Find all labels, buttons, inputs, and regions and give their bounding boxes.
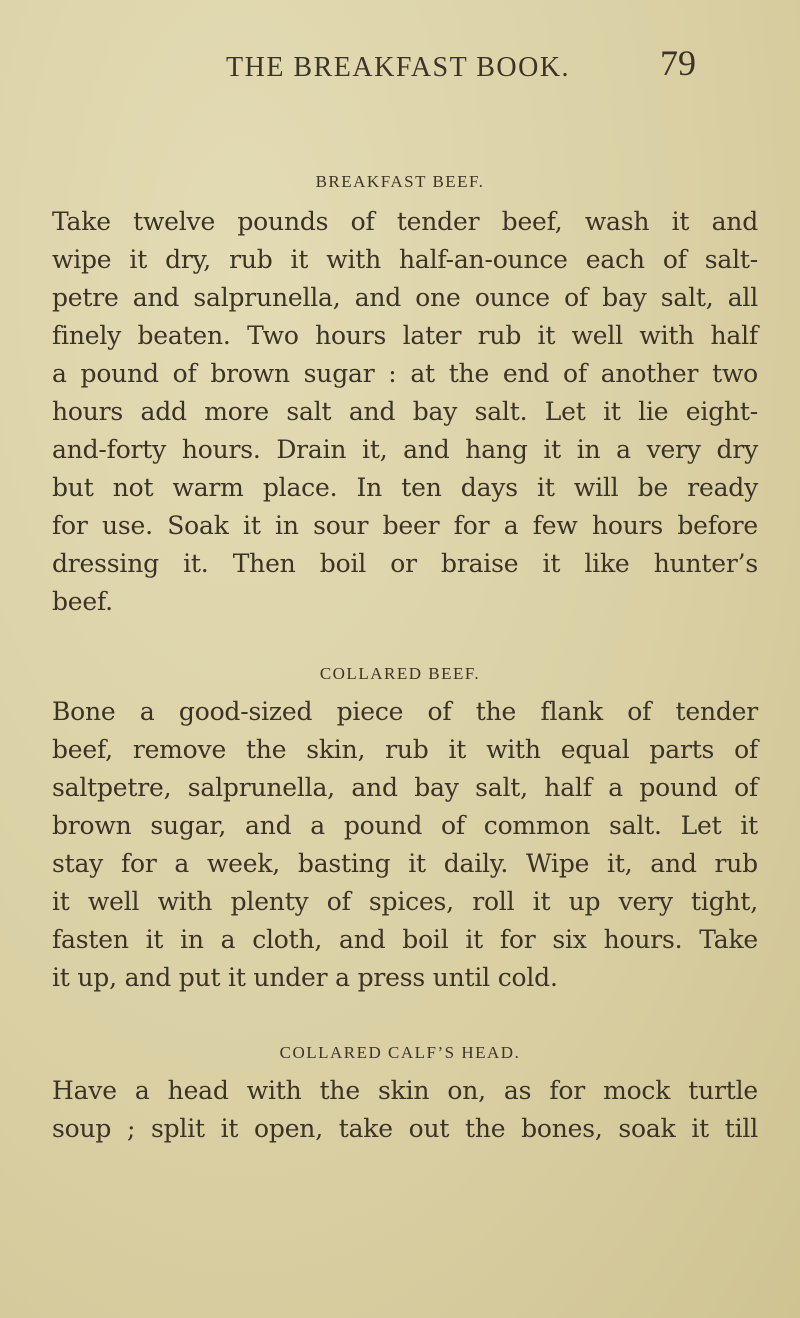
text-line: beef.: [52, 587, 113, 616]
text-line: and-forty hours. Drain it, and hang it in a very dry: [52, 435, 758, 464]
text-line: beef, remove the skin, rub it with equal parts of: [52, 735, 758, 764]
text-line: brown sugar, and a pound of common salt. Let it: [52, 811, 758, 840]
page-number: 79: [660, 43, 696, 83]
text-line: Take twelve pounds of tender beef, wash it and: [52, 207, 758, 236]
text-line: Bone a good-sized piece of the flank of tender: [52, 697, 758, 726]
section-heading-collared-calfs-head: COLLARED CALF’S HEAD.: [279, 1043, 521, 1062]
text-line: but not warm place. In ten days it will be ready: [52, 473, 758, 502]
section-heading-collared-beef: COLLARED BEEF.: [319, 664, 481, 683]
text-line: Have a head with the skin on, as for mock turtle: [52, 1076, 758, 1105]
text-line: petre and salprunella, and one ounce of bay salt, all: [52, 283, 758, 312]
text-line: hours add more salt and bay salt. Let it lie eight-: [52, 397, 758, 426]
text-line: for use. Soak it in sour beer for a few hours before: [52, 511, 758, 540]
text-line: wipe it dry, rub it with half-an-ounce each of salt-: [52, 245, 758, 274]
text-line: soup ; split it open, take out the bones, soak it till: [52, 1114, 758, 1143]
section-heading-breakfast-beef: BREAKFAST BEEF.: [315, 172, 485, 191]
text-line: dressing it. Then boil or braise it like hunter’s: [52, 549, 758, 578]
text-line: a pound of brown sugar : at the end of another two: [52, 359, 758, 388]
text-line: fasten it in a cloth, and boil it for six hours. Take: [52, 925, 758, 954]
text-line: stay for a week, basting it daily. Wipe it, and rub: [52, 849, 758, 878]
text-line: it up, and put it under a press until cold.: [52, 963, 558, 992]
running-head: [0, 38, 800, 88]
running-title: THE BREAKFAST BOOK.: [226, 52, 571, 83]
text-line: finely beaten. Two hours later rub it well with half: [52, 321, 758, 350]
text-line: it well with plenty of spices, roll it up very tight,: [52, 887, 758, 916]
text-line: saltpetre, salprunella, and bay salt, half a pound of: [52, 773, 758, 802]
